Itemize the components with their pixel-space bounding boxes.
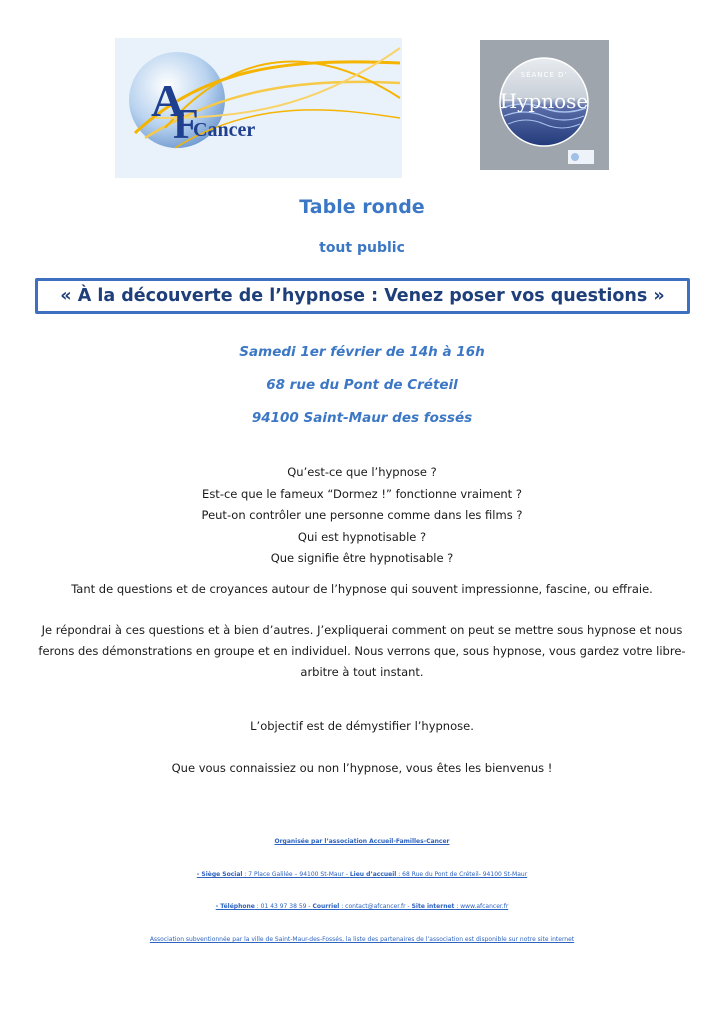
- question-item: Est-ce que le fameux “Dormez !” fonctionne vraiment ?: [202, 486, 522, 501]
- footer-organised-by[interactable]: Organisée par l’association Accueil-Familles-Cancer: [274, 838, 450, 845]
- afc-cancer-logo: [115, 38, 402, 178]
- headline-banner: [35, 278, 690, 314]
- site-value[interactable]: : www.afcancer.fr: [454, 903, 509, 910]
- hypnose-word: Hypnose: [499, 89, 589, 113]
- event-date: Samedi 1er février de 14h à 16h: [239, 344, 485, 360]
- courriel-value[interactable]: : contact@afcancer.fr -: [339, 903, 412, 910]
- accueil-value: : 68 Rue du Pont de Créteil- 94100 St-Maur: [396, 871, 528, 878]
- hypnose-arc-text: SÉANCE D': [520, 71, 568, 79]
- siege-label: - Siège Social: [196, 871, 243, 878]
- intro-paragraph: Tant de questions et de croyances autour de l’hypnose qui souvent impressionne, fascine, ou effraie.: [71, 582, 653, 596]
- question-item: Qui est hypnotisable ?: [297, 529, 427, 544]
- question-item: Que signifie être hypnotisable ?: [270, 551, 454, 565]
- siege-value: : 7 Place Galilée – 94100 St-Maur -: [242, 871, 350, 878]
- page-subtitle: tout public: [319, 240, 405, 256]
- telephone-label: - Téléphone: [215, 903, 255, 910]
- question-item: Peut-on contrôler une personne comme dans les films ?: [201, 508, 523, 522]
- site-label: Site internet: [411, 903, 455, 910]
- welcome-paragraph: Que vous connaissiez ou non l’hypnose, vous êtes les bienvenus !: [171, 761, 553, 775]
- hypnose-logo-graphic: [480, 40, 609, 170]
- logo-word-cancer: Cancer: [193, 119, 256, 141]
- logo-letter-a: A: [151, 75, 185, 126]
- courriel-label: Courriel: [312, 903, 340, 910]
- footer-contacts[interactable]: [0, 903, 724, 910]
- question-item: Qu’est-ce que l’hypnose ?: [287, 465, 437, 479]
- afc-logo-graphic: [115, 38, 402, 178]
- description-paragraph: Je répondrai à ces questions et à bien d’autres. J’expliquerai comment on peut se mettre sous hypnose et nous ferons des démonstrations en groupe et en individuel. Nous verrons que, sous hypnose, vous gardez votre libre-arbitre à tout instant.: [38, 623, 686, 679]
- accueil-label: Lieu d’accueil: [349, 871, 397, 878]
- logo-letter-f: F: [173, 102, 199, 148]
- seance-hypnose-logo: [480, 40, 609, 170]
- footer-association-note[interactable]: Association subventionnée par la ville de Saint-Maur-des-Fossés, la liste des partenaires de l’association est disponible sur notre site internet: [149, 936, 575, 943]
- questions-list: [0, 462, 724, 570]
- telephone-value: : 01 43 97 38 59 -: [254, 903, 313, 910]
- headline-text: « À la découverte de l’hypnose : Venez poser vos questions »: [60, 286, 665, 306]
- objective-paragraph: L’objectif est de démystifier l’hypnose.: [250, 719, 474, 733]
- footer-addresses[interactable]: [0, 871, 724, 878]
- event-address-city: 94100 Saint-Maur des fossés: [251, 410, 473, 426]
- event-address-street: 68 rue du Pont de Créteil: [266, 377, 458, 393]
- page-title: Table ronde: [299, 196, 425, 218]
